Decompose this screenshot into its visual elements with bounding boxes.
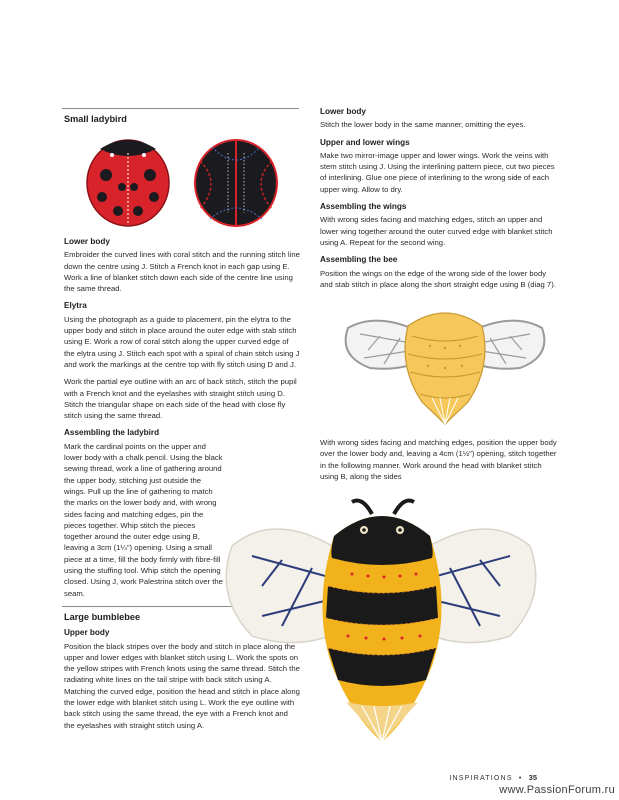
assembling-wings-heading: Assembling the wings — [320, 202, 407, 212]
upper-body-heading: Upper body — [64, 628, 110, 638]
continuation-text: With wrong sides facing and matching edges, position the upper body over the lower body and, leaving a 4cm (1½") opening, stitch together in the following manner. Work around the head with blanket stitch using B, along the sides — [320, 438, 557, 481]
lower-body-text: Embroider the curved lines with coral stitch and the running stitch line down the centre using J. Stitch a French knot in each gap using E. Work a line of blanket stitch down each side of the centre line using the same thread. — [64, 250, 300, 294]
assembling-bee-text: Position the wings on the edge of the wrong side of the lower body and stab stitch in place along the short straight edge using B (diag 7). — [320, 268, 556, 289]
bee-diagram — [340, 306, 550, 428]
assembling-wings-text: With wrong sides facing and matching edges, stitch an upper and lower wing together around the outer curved edge with blanket stitch using A. Repeat for the second wing. — [320, 215, 553, 247]
bumblebee-photo — [212, 496, 552, 758]
ladybird-photo — [72, 133, 292, 231]
elytra-heading: Elytra — [64, 301, 87, 311]
wings-text: Make two mirror-image upper and lower wings. Work the veins with stem stitch using J. Using the interlining pattern piece, cut two pieces of interlining. Glue one piece of interlining to the wrong side of each upper wing. Allow to dry. — [320, 150, 555, 194]
lower-body-heading: Lower body — [64, 237, 110, 246]
elytra-text-2: Work the partial eye outline with an arc of back stitch, stitch the pupil with a French knot and the eyelashes with straight stitch using D. Stitch the triangular shape on each side of the head with close fly stitch using the same thread. — [64, 377, 297, 421]
assembling-ladybird-heading: Assembling the ladybird — [64, 428, 160, 438]
right-lower-body-heading: Lower body — [320, 107, 366, 116]
small-ladybird-title: Small ladybird — [64, 114, 127, 124]
right-lower-body-text: Stitch the lower body in the same manner, omitting the eyes. — [320, 120, 526, 130]
elytra-text-1: Using the photograph as a guide to placement, pin the elytra to the upper body and stitch in place around the outer edge with stab stitch using E. Work a row of coral stitch along the upper curved edge of the elytra using J. Stitch each spot with a spiral of chain stitch using J and work the markings at the centre top with fly stitch using D and J. — [64, 314, 300, 369]
page-number: 35 — [528, 773, 537, 782]
page-footer — [449, 773, 537, 782]
large-bumblebee-title: Large bumblebee — [64, 612, 141, 622]
assembling-ladybird-text: Mark the cardinal points on the upper and lower body with a chalk pencil. Using the black sewing thread, work a line of gathering around the upper body, stitching just outside the wings. Pull up the line of gathering to match the marks on the lower body and, with wrong sides facing and matching edges, pin the pieces together. Whip stitch the pieces together around the outer edge using B, leaving a 3cm (1¼") opening. Using a small piece at a time, fill the body firmly with fibre-fill using the stuffing tool. Whip stitch the opening closed. Using J, work Palestrina stitch over the seam. — [64, 441, 223, 598]
footer-separator: • — [518, 775, 523, 782]
left-column-top — [64, 114, 299, 129]
right-column-continuation — [320, 437, 560, 488]
left-top-rule — [62, 108, 299, 109]
right-column-top — [320, 106, 560, 296]
watermark: www.PassionForum.ru — [499, 784, 615, 796]
wings-heading: Upper and lower wings — [320, 137, 410, 147]
upper-body-text: Position the black stripes over the body and stitch in place along the upper and lower edges with blanket stitch using L. Work the spots on the yellow stripes with French knots using the same thread. Stitch the radiating white lines on the tail stripe with back stitch using A. Matching the curved edge, position the head and stitch in place along the lower edge with blanket stitch using L. Work the eye outline with back stitch using the same thread, the eye with a French knot and the eyelashes with straight stitch using A. — [64, 641, 300, 730]
footer-section: INSPIRATIONS — [449, 775, 513, 782]
assembling-bee-heading: Assembling the bee — [320, 255, 398, 265]
